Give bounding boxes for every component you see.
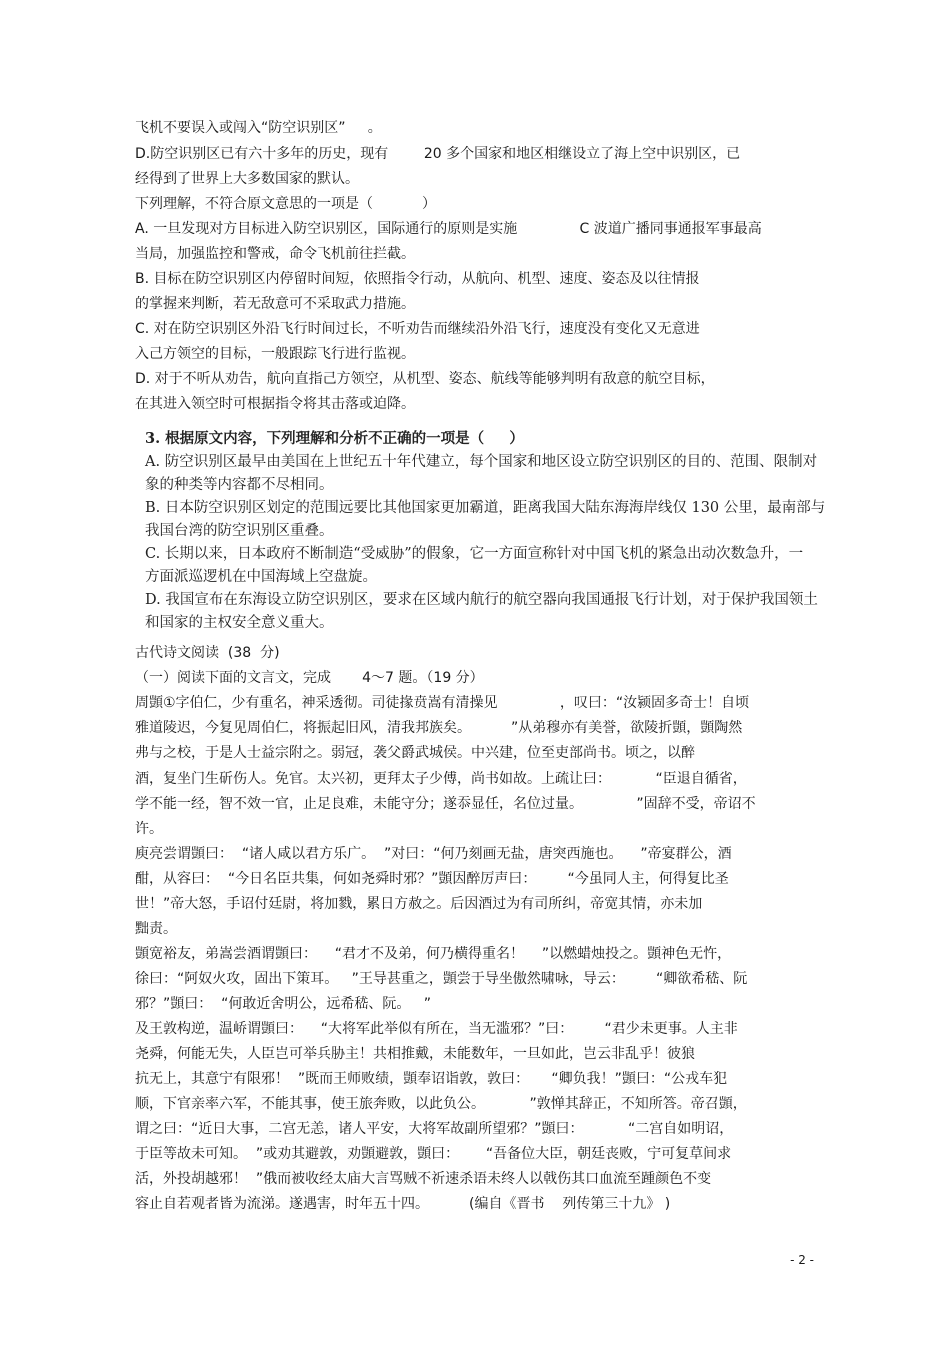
text-line: 在其进入领空时可根据指令将其击落或迫降。: [135, 396, 415, 412]
scanned-option-b: B. 日本防空识别区划定的范围远要比其他国家更加霸道，距离我国大陆东海海岸线仅 130 公里，最南部与: [145, 500, 826, 516]
passage-line: 容止自若观者皆为流涕。遂遇害，时年五十四。 (编自《晋书 列传第三十九》 ): [135, 1196, 671, 1212]
passage-line: 黜责。: [135, 921, 177, 937]
text-line: 入己方领空的目标，一般跟踪飞行进行监视。: [135, 346, 415, 362]
passage-line: 酒，复坐门生斫伤人。免官。太兴初，更拜太子少傅，尚书如故。上疏让曰： “臣退自循省，: [135, 771, 747, 787]
text-line: 飞机不要误入或闯入“防空识别区” 。: [135, 120, 382, 136]
question-stem: 下列理解，不符合原文意思的一项是（ ）: [135, 196, 436, 212]
passage-line: 及王敦构逆，温峤谓顗曰： “大将军此举似有所在，当无滥邪？”曰： “君少未更事。人主非: [135, 1021, 738, 1037]
option-d: D. 对于不听从劝告，航向直指己方领空，从机型、姿态、航线等能够判明有敌意的航空目标，: [135, 371, 715, 387]
passage-line: 学不能一经，智不效一官，止足良难，未能守分；遂忝显任，名位过量。 ”固辞不受，帝诏不: [135, 796, 756, 812]
passage-line: 周顗①字伯仁，少有重名，神采透彻。司徒掾贲嵩有清操见 ，叹曰：“汝颍固多奇士！自顷: [135, 695, 750, 711]
text-line: 的掌握来判断，若无敌意可不采取武力措施。: [135, 296, 415, 312]
scanned-option-a: A. 防空识别区最早由美国在上世纪五十年代建立，每个国家和地区设立防空识别区的目的、范围、限制对: [145, 454, 818, 470]
scanned-text-line: 象的种类等内容都不尽相同。: [145, 477, 334, 493]
passage-line: 邪？”顗曰： “何敢近舍明公，远希嵇、阮。 ”: [135, 996, 432, 1012]
scanned-text-line: 方面派巡逻机在中国海域上空盘旋。: [145, 569, 377, 585]
option-b: B. 目标在防空识别区内停留时间短，依照指令行动，从航向、机型、速度、姿态及以往情报: [135, 271, 700, 287]
passage-line: 谓之曰：“近日大事，二宫无恙，诸人平安，大将军故副所望邪？”顗曰： “二宫自如明诏，: [135, 1121, 734, 1137]
scanned-option-c: C. 长期以来，日本政府不断制造“受威胁”的假象，它一方面宣称针对中国飞机的紧急出动次数急升，一: [145, 546, 804, 562]
passage-line: 酣，从容曰： “今日名臣共集，何如尧舜时邪？”顗因醉厉声曰： “今虽同人主，何得复比圣: [135, 871, 729, 887]
scanned-text-line: 我国台湾的防空识别区重叠。: [145, 523, 334, 539]
option-a: A. 一旦发现对方目标进入防空识别区，国际通行的原则是实施 C 波道广播同事通报军事最高: [135, 221, 762, 237]
passage-line: 顺，下官亲率六军，不能其事，使王旅奔败，以此负公。 ”敦惮其辞正，不知所答。帝召顗，: [135, 1096, 747, 1112]
option-c: C. 对在防空识别区外沿飞行时间过长，不听劝告而继续沿外沿飞行，速度没有变化又无意进: [135, 321, 700, 337]
passage-line: 尧舜，何能无失，人臣岂可举兵胁主！共相推戴，未能数年，一旦如此，岂云非乱乎！彼狼: [135, 1046, 695, 1062]
scanned-option-d: D. 我国宣布在东海设立防空识别区，要求在区域内航行的航空器向我国通报飞行计划，对于保护我国领土: [145, 592, 818, 608]
passage-line: 弗与之校，于是人士益宗附之。弱冠，袭父爵武城侯。中兴建，位至吏部尚书。顷之，以醉: [135, 745, 695, 761]
subsection-heading: （一）阅读下面的文言文，完成 4～7 题。（19 分）: [135, 670, 484, 686]
page-number: - 2 -: [790, 1253, 814, 1267]
scanned-question-stem: 3. 根据原文内容，下列理解和分析不正确的一项是（ ）: [145, 430, 524, 447]
passage-line: 世！”帝大怒，手诏付廷尉，将加戮，累日方赦之。后因酒过为有司所纠，帝宽其情，亦未加: [135, 896, 703, 912]
passage-line: 于臣等故未可知。 ”或劝其避敦，劝顗避敦，顗曰： “吾备位大臣，朝廷丧败，宁可复草间求: [135, 1146, 732, 1162]
scanned-text-line: 和国家的主权安全意义重大。: [145, 615, 334, 631]
section-heading: 古代诗文阅读 (38 分): [135, 645, 280, 661]
passage-line: 抗无上，其意宁有限邪！ ”既而王师败绩，顗奉诏诣敦，敦曰： “卿负我！”顗曰：“公戎车犯: [135, 1071, 728, 1087]
text-line: D.防空识别区已有六十多年的历史，现有 20 多个国家和地区相继设立了海上空中识别区，已: [135, 146, 741, 162]
passage-line: 雅道陵迟，今复见周伯仁，将振起旧风，清我邦族矣。 ”从弟穆亦有美誉，欲陵折顗，顗陶然: [135, 720, 743, 736]
text-line: 经得到了世界上大多数国家的默认。: [135, 171, 359, 187]
passage-line: 徐曰：“阿奴火攻，固出下策耳。 ”王导甚重之，顗尝于导坐傲然啸咏，导云： “卿欲希嵇、阮: [135, 971, 748, 987]
passage-line: 活，外投胡越邪！ ”俄而被收经太庙大言骂贼不祈速杀语未终人以戟伤其口血流至踵颜色不变: [135, 1171, 712, 1187]
passage-line: 顗宽裕友，弟嵩尝酒谓顗曰： “君才不及弟，何乃横得重名！ ”以燃蜡烛投之。顗神色无忤，: [135, 946, 732, 962]
passage-line: 许。: [135, 821, 163, 837]
passage-line: 庾亮尝谓顗曰： “诸人咸以君方乐广。 ”对曰：“何乃刻画无盐，唐突西施也。 ”帝宴群公，酒: [135, 846, 732, 862]
text-line: 当局，加强监控和警戒，命令飞机前往拦截。: [135, 246, 415, 262]
